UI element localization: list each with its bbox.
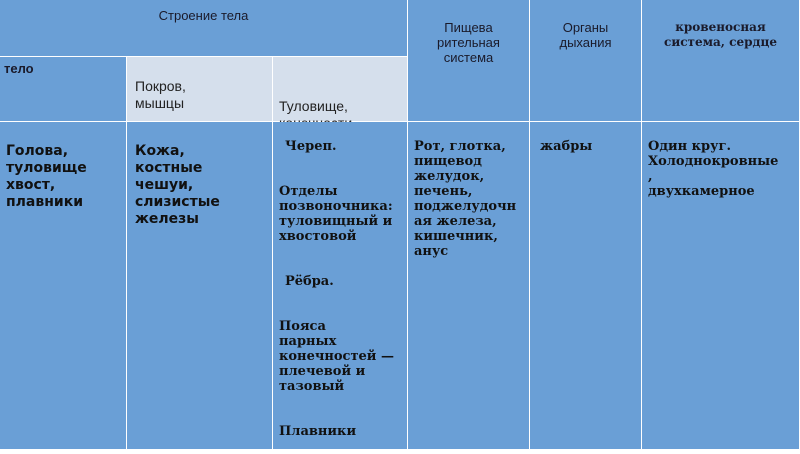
header-respiratory-organs [530,0,642,122]
cell-cover-muscles [127,122,273,450]
header-circulatory-system-label: кровеносная система, сердце [664,20,777,49]
cell-digestive-system [408,122,530,450]
header-body-structure-label: Строение тела [158,8,249,23]
cell-respiratory-organs-text: жабры [540,139,593,154]
cell-respiratory-organs [530,122,642,450]
skeleton-spine: Отделы позвоночника: туловищный и хвостовой [279,184,393,244]
header-respiratory-organs-label: Органы дыхания [559,20,612,50]
cell-cover-muscles-text: Кожа, костные чешуи, слизистые железы [135,143,220,227]
cell-digestive-system-text: Рот, глотка, пищевод желудок, печень, поджелудочн ая железа, кишечник, анус [414,139,517,259]
header-body-structure [0,0,408,57]
skeleton-fins: Плавники [279,424,357,439]
subheader-cover-muscles [127,57,273,122]
subheader-trunk-limbs-label: Туловище, [279,98,348,114]
cell-circulatory-system-text: Один круг. Холоднокровные , двухкамерное [648,139,779,199]
skeleton-girdles: Пояса парных конечностей — плечевой и тазовый [279,319,394,394]
skeleton-skull: Череп. [285,139,337,154]
cell-body-parts [0,122,127,450]
subheader-body-label: тело [4,61,34,76]
subheader-body [0,57,127,122]
cell-circulatory-system [642,122,800,450]
header-digestive-system [408,0,530,122]
header-circulatory-system [642,0,800,122]
cell-body-parts-text: Голова, туловище хвост, плавники [6,143,87,210]
header-digestive-system-label: Пищева рительная система [437,20,500,65]
subheader-trunk-limbs [273,57,408,122]
subheader-cover-muscles-label: Покров, мышцы [135,78,186,111]
cell-skeleton [273,122,408,450]
skeleton-ribs: Рёбра. [285,274,334,289]
